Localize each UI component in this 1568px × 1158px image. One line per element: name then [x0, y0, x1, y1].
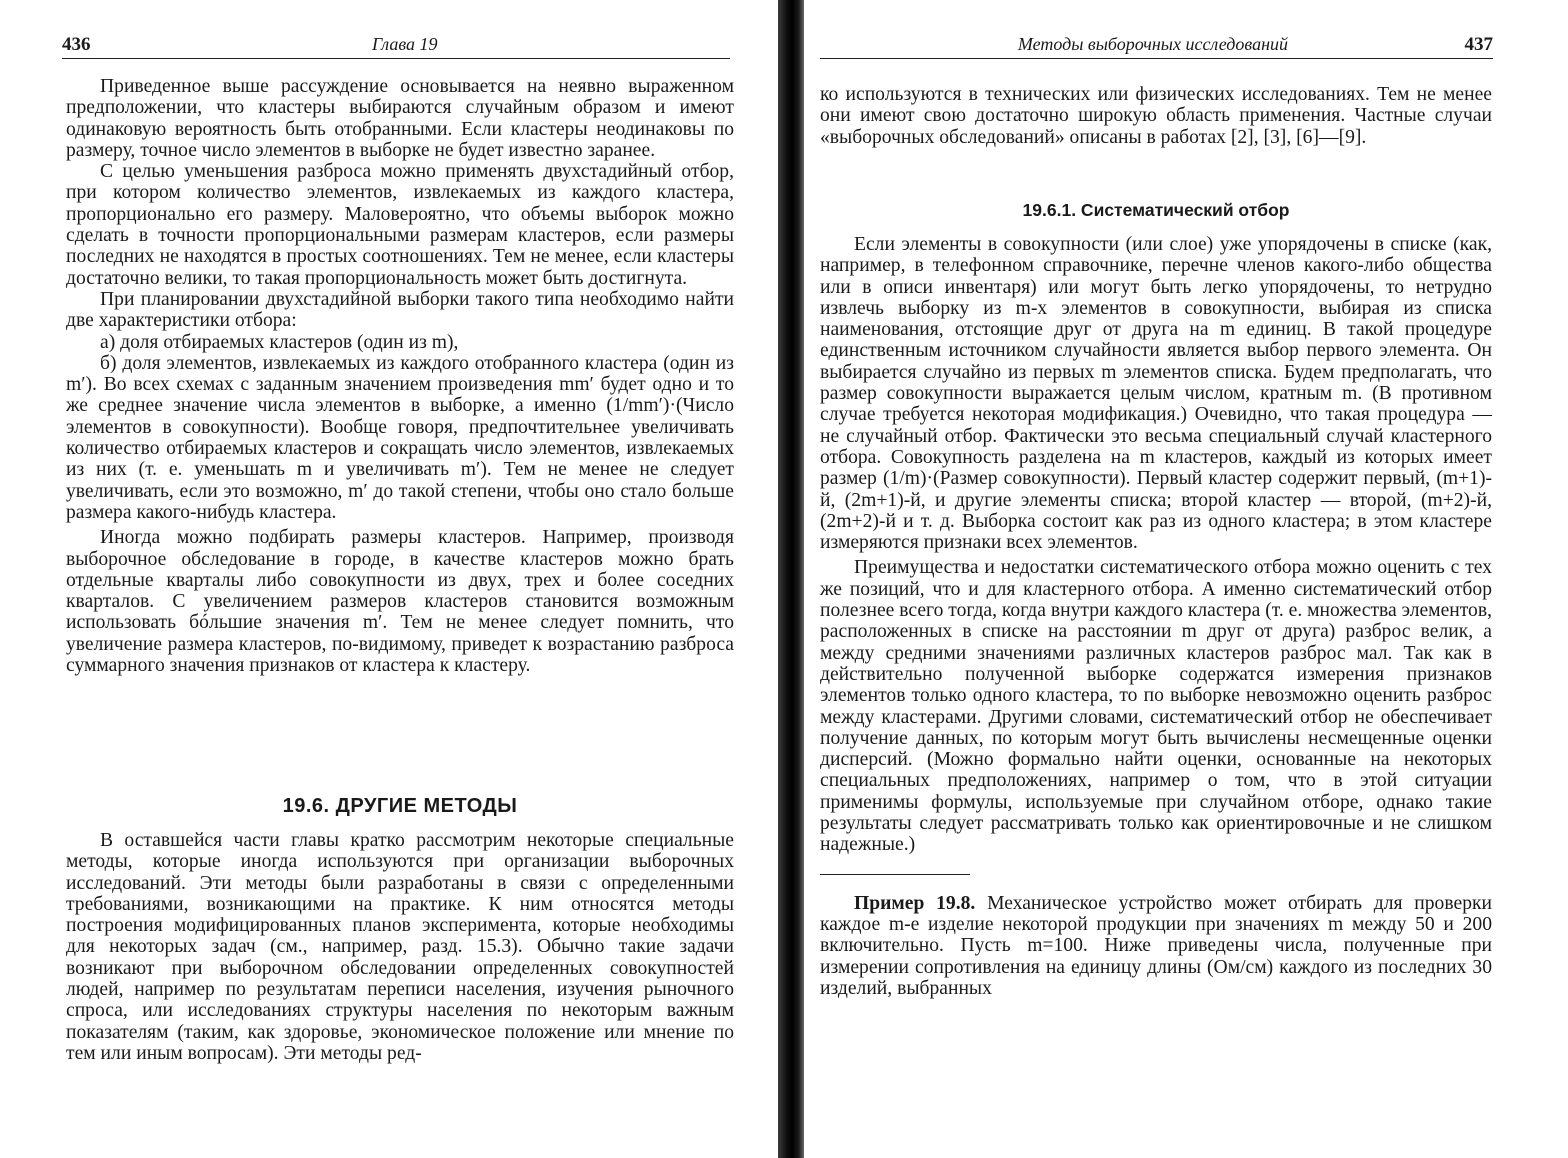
paragraph: Приведенное выше рассуждение основывается на неявно выраженном предположении, что кластеры выбираются случайным образом и имеют одинаковую вероятность быть отобранными. Если кластеры неодинаковы по размеру, точное число элементов в выборке не будет известно заранее. [66, 76, 734, 161]
right-running-title: Методы выборочных исследований [1017, 34, 1288, 54]
example-text: Механическое устройство может отбирать для проверки каждое m-е изделие некоторой продукции при значениях m между 50 и 200 включительно. Пусть m=100. Ниже приведены числа, полученные при измерении сопротивления на единицу длины (Ом/см) каждого из последних 30 изделий, выбранных [820, 892, 1492, 999]
paragraph: С целью уменьшения разброса можно применять двухстадийный отбор, при котором количество элементов, извлекаемых из каждого кластера, пропорционально его размеру. Маловероятно, что объемы выборок можно сделать в точности пропорциональными размерам кластеров, если размеры последних не находятся в простых соотношениях. Тем не менее, если кластеры достаточно велики, то такая пропорциональность может быть достигнута. [66, 161, 734, 289]
left-page [0, 0, 780, 1158]
list-item-a: а) доля отбираемых кластеров (один из m), [100, 331, 459, 353]
right-page [800, 0, 1568, 1158]
example-divider [820, 874, 970, 875]
section-heading: 19.6. ДРУГИЕ МЕТОДЫ [282, 795, 518, 817]
paragraph: Иногда можно подбирать размеры кластеров. Например, производя выборочное обследование в городе, в качестве кластеров можно брать отдельные кварталы либо совокупности из двух, трех и более соседних кварталов. С увеличением размеров кластеров становится возможным использовать бóльшие значения m′. Тем не менее следует помнить, что увеличение размера кластеров, по-видимому, приведет к возрастанию разброса суммарного значения признаков от кластера к кластеру. [66, 527, 734, 677]
left-text-top [66, 76, 734, 676]
right-page-number: 437 [1464, 34, 1493, 55]
left-running-title: Глава 19 [372, 34, 438, 54]
paragraph: ко используются в технических или физических исследованиях. Тем не менее они имеют свою достаточно широкую область применения. Частные случаи «выборочных обследований» описаны в работах [2], [3], [6]—[9]. [820, 84, 1492, 148]
list-item-b: б) доля элементов, извлекаемых из каждого отобранного кластера (один из m′). Во всех схемах с заданным значением произведения mm′ будет одно и то же среднее значение числа элементов в выборке, а именно (1/mm′)·(Число элементов в совокупности). Вообще говоря, предпочтительнее увеличивать количество отбираемых кластеров и сокращать число элементов, извлекаемых из них (т. е. уменьшать m и увеличивать m′). Тем не менее не следует увеличивать, если это возможно, m′ до такой степени, чтобы оно стало больше размера какого-нибудь кластера. [66, 352, 734, 523]
right-text-top [820, 84, 1492, 148]
paragraph: Преимущества и недостатки систематического отбора можно оценить с тех же позиций, что и для кластерного отбора. А именно систематический отбор полезнее всего тогда, когда внутри каждого кластера (т. е. множества элементов, расположенных в списке на расстоянии m друг от друга) разброс велик, а между средними значениями различных кластеров разброс мал. Так как в действительно полученной выборке содержатся измерения признаков элементов только одного кластера, то по выборке невозможно оценить разброс между кластерами. Другими словами, систематический отбор не обеспечивает получение данных, по которым могут быть вычислены несмещенные оценки дисперсий. (Можно формально найти оценки, основанные на некоторых специальных предположениях, например о том, что в этой ситуации применимы формулы, используемые при случайном отборе, однако такие результаты следует рассматривать только как ориентировочные и не слишком надежные.) [820, 557, 1492, 856]
left-text-section [66, 796, 734, 817]
right-subsection [820, 200, 1492, 221]
subsection-heading: 19.6.1. Систематический отбор [1022, 200, 1290, 220]
left-text-bottom [66, 830, 734, 1064]
left-page-number: 436 [62, 34, 91, 55]
example-paragraph [820, 893, 1492, 999]
paragraph: Если элементы в совокупности (или слое) уже упорядочены в списке (как, например, в телефонном справочнике, перечне членов какого-либо общества или в описи инвентаря) или могут быть легко упорядочены, то нетрудно извлечь выборку из m-х элементов в совокупности, выбирая из списка наименования, отстоящие друг от друга на m единиц. В такой процедуре единственным источником случайности является выбор первого элемента. Он выбирается случайно из первых m элементов списка. Будем предполагать, что размер совокупности выражается целым числом, кратным m. (В противном случае требуется некоторая модификация.) Очевидно, что такая процедура — не случайный отбор. Фактически это весьма специальный случай кластерного отбора. Совокупность разделена на m кластеров, каждый из которых имеет размер (1/m)·(Размер совокупности). Первый кластер содержит первый, (m+1)-й, (2m+1)-й, и другие элементы списка; второй кластер — второй, (m+2)-й, (2m+2)-й и т. д. Выборка состоит как раз из одного кластера; в этом кластере измеряются признаки всех элементов. [820, 234, 1492, 554]
paragraph: При планировании двухстадийной выборки такого типа необходимо найти две характеристики отбора: [66, 288, 734, 332]
example-label: Пример 19.8. [854, 892, 976, 914]
right-running-head [820, 30, 1493, 59]
right-text-main [820, 234, 1492, 999]
left-running-head [62, 30, 730, 59]
paragraph: В оставшейся части главы кратко рассмотрим некоторые специальные методы, которые иногда используются при организации выборочных исследований. Эти методы были разработаны в связи с определенными требованиями, возникающими на практике. К ним относятся методы построения модифицированных планов эксперимента, которые необходимы для некоторых задач (см., например, разд. 15.3). Обычно такие задачи возникают при выборочном обследовании определенных совокупностей людей, например по результатам переписи населения, изучения рыночного спроса, или исследованиях структуры населения по некоторым важным показателям (таким, как здоровье, экономическое положение или мнение по тем или иным вопросам). Эти методы ред- [66, 830, 734, 1064]
